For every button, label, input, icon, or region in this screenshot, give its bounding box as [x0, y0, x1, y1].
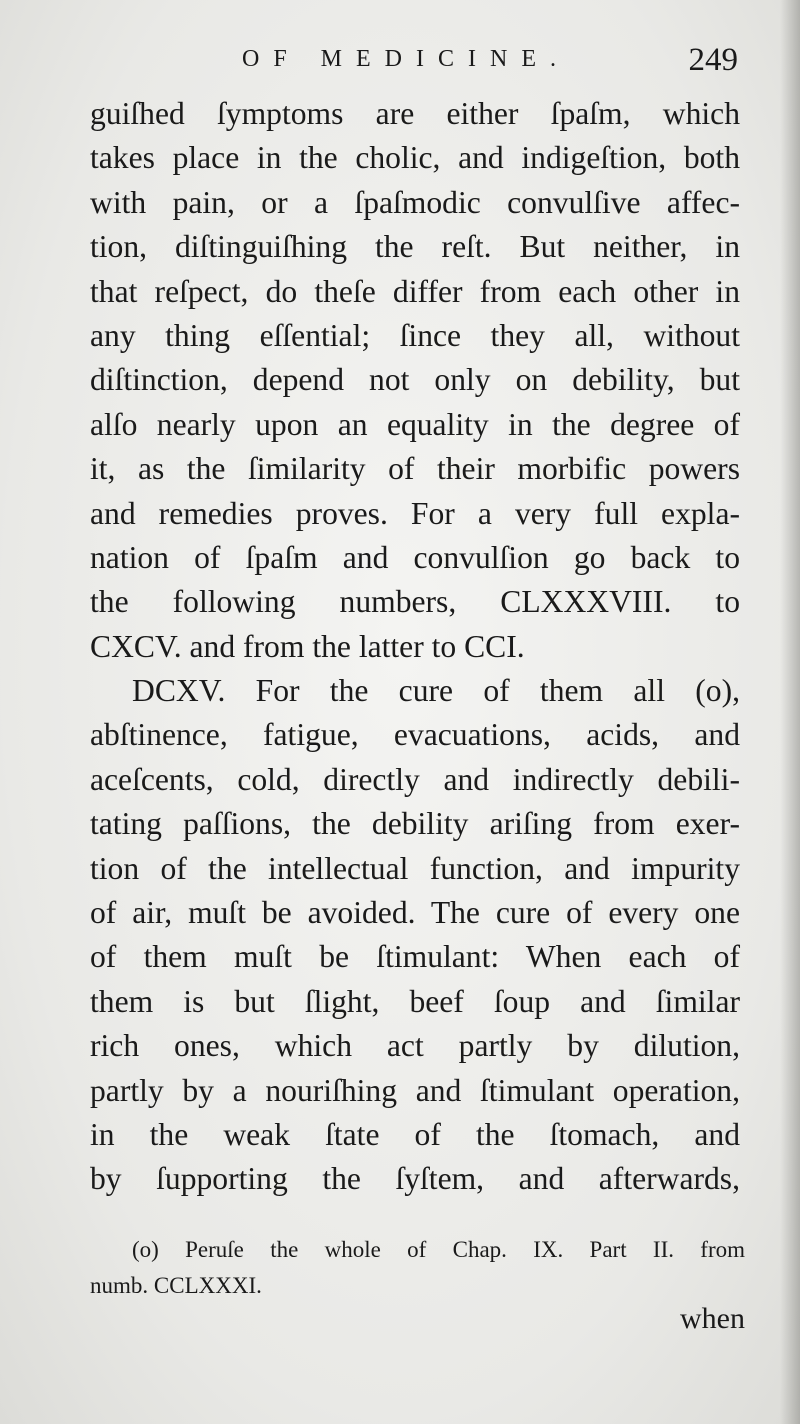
- page-number: 249: [688, 42, 738, 78]
- text-line: of them muſt be ſtimulant: When each of: [90, 939, 740, 975]
- text-line: and remedies proves. For a very full expla-: [90, 495, 740, 531]
- footnote-line: (o) Peruſe the whole of Chap. IX. Part II. from: [132, 1237, 745, 1262]
- text-line: tion of the intellectual function, and impurity: [90, 850, 740, 886]
- text-line: takes place in the cholic, and indigeſtion, both: [90, 140, 740, 176]
- running-title: OF MEDICINE.: [242, 46, 570, 72]
- text-line: aceſcents, cold, directly and indirectly debili-: [90, 761, 740, 797]
- running-head: [92, 42, 738, 82]
- footnote: [90, 1232, 745, 1304]
- text-line: tating paſſions, the debility ariſing from exer-: [90, 806, 740, 842]
- text-line: of air, muſt be avoided. The cure of every one: [90, 895, 740, 931]
- text-line: abſtinence, fatigue, evacuations, acids, and: [90, 717, 740, 753]
- text-line: tion, diſtinguiſhing the reſt. But neither, in: [90, 229, 740, 265]
- footnote-line: numb. CCLXXXI.: [90, 1273, 262, 1298]
- catchword: when: [680, 1302, 745, 1335]
- text-line: diſtinction, depend not only on debility, but: [90, 362, 740, 398]
- text-line: rich ones, which act partly by dilution,: [90, 1028, 740, 1064]
- text-line: alſo nearly upon an equality in the degree of: [90, 406, 740, 442]
- text-line: any thing eſſential; ſince they all, without: [90, 317, 740, 353]
- body-text: [90, 92, 740, 1202]
- text-line: nation of ſpaſm and convulſion go back to: [90, 539, 740, 575]
- text-line: that reſpect, do theſe differ from each other in: [90, 273, 740, 309]
- text-line: with pain, or a ſpaſmodic convulſive affec-: [90, 184, 740, 220]
- paragraph-start-line: DCXV. For the cure of them all (o),: [132, 673, 740, 709]
- text-line: them is but ſlight, beef ſoup and ſimilar: [90, 983, 740, 1019]
- text-line: by ſupporting the ſyſtem, and afterwards,: [90, 1161, 740, 1197]
- text-line: in the weak ſtate of the ſtomach, and: [90, 1116, 740, 1152]
- text-line: CXCV. and from the latter to CCI.: [90, 628, 525, 664]
- text-line: guiſhed ſymptoms are either ſpaſm, which: [90, 96, 740, 131]
- text-line: partly by a nouriſhing and ſtimulant operation,: [90, 1072, 740, 1108]
- text-line: it, as the ſimilarity of their morbific powers: [90, 451, 740, 487]
- text-line: the following numbers, CLXXXVIII. to: [90, 584, 740, 620]
